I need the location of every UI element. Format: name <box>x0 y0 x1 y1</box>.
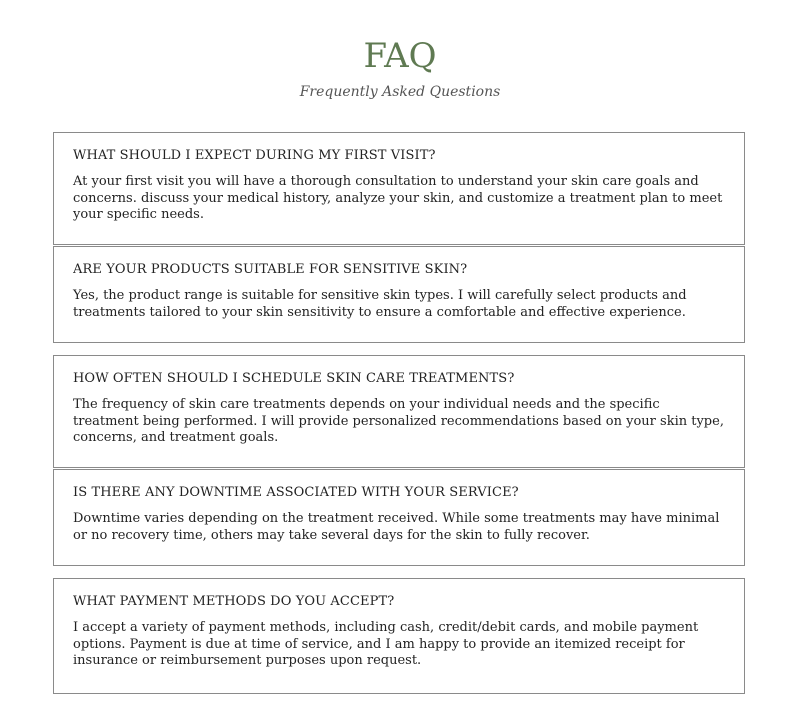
faq-answer: The frequency of skin care treatments depends on your individual needs and the specific treatment being performed. I will provide personalized recommendations based on your skin type, concerns, and treatment goals. <box>73 397 724 445</box>
faq-answer: I accept a variety of payment methods, including cash, credit/debit cards, and mobile payment options. Payment is due at time of service, and I am happy to provide an itemized receipt for insurance or reimbursement purposes upon request. <box>73 620 699 668</box>
page-subtitle: Frequently Asked Questions <box>299 84 501 100</box>
faq-question: ARE YOUR PRODUCTS SUITABLE FOR SENSITIVE SKIN? <box>73 262 468 277</box>
faq-item <box>53 355 745 468</box>
faq-question: WHAT PAYMENT METHODS DO YOU ACCEPT? <box>73 594 395 609</box>
faq-item <box>53 469 745 566</box>
faq-answer: At your first visit you will have a thorough consultation to understand your skin care goals and concerns. discuss your medical history, analyze your skin, and customize a treatment plan to meet your specific needs. <box>73 174 723 222</box>
page-title: FAQ <box>363 36 437 76</box>
faq-question: WHAT SHOULD I EXPECT DURING MY FIRST VISIT? <box>73 148 436 163</box>
faq-question: HOW OFTEN SHOULD I SCHEDULE SKIN CARE TREATMENTS? <box>73 371 515 386</box>
faq-answer: Yes, the product range is suitable for sensitive skin types. I will carefully select products and treatments tailored to your skin sensitivity to ensure a comfortable and effective experience. <box>73 288 687 320</box>
faq-item <box>53 578 745 694</box>
faq-item <box>53 132 745 245</box>
faq-item <box>53 246 745 343</box>
faq-question: IS THERE ANY DOWNTIME ASSOCIATED WITH YOUR SERVICE? <box>73 485 519 500</box>
faq-answer: Downtime varies depending on the treatment received. While some treatments may have minimal or no recovery time, others may take several days for the skin to fully recover. <box>73 511 720 543</box>
